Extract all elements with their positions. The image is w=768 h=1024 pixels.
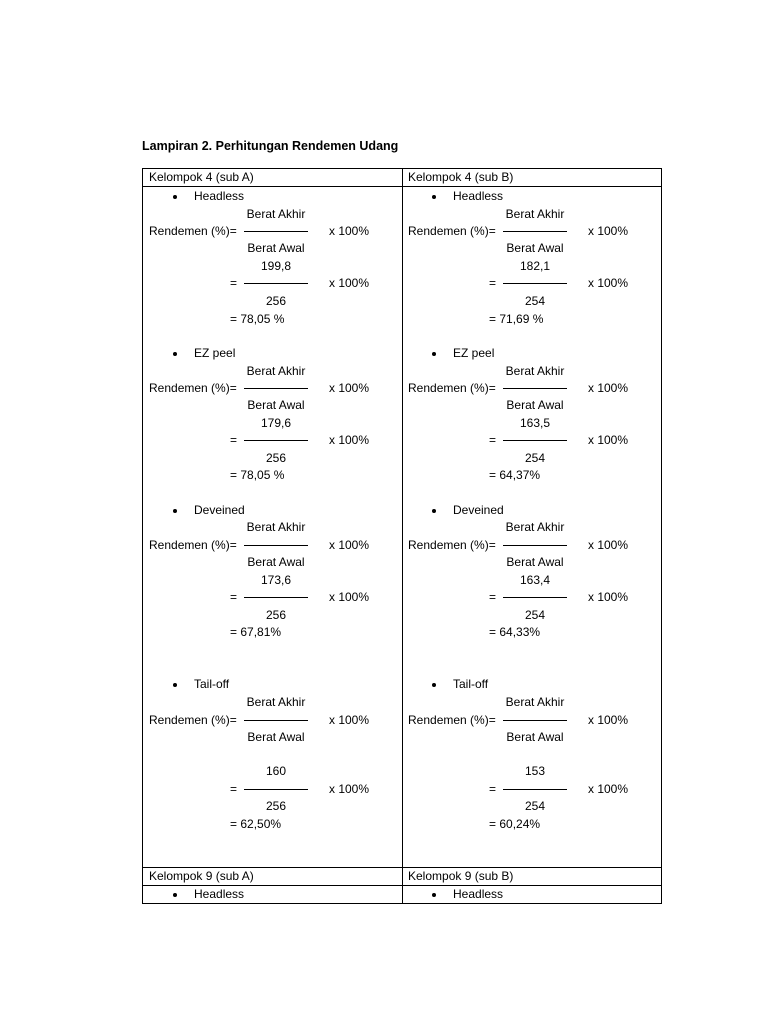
percent-multiplier: x 100% [329,224,370,238]
fraction-line [503,283,567,284]
equals-sign: = [489,590,497,604]
section-header-kelompok4-subB: Kelompok 4 (sub B) [408,170,514,184]
result-value: = 64,33% [489,625,541,639]
rendemen-label: Rendemen (%)= [408,381,496,395]
percent-multiplier: x 100% [329,276,370,290]
document-title: Lampiran 2. Perhitungan Rendemen Udang [142,139,399,153]
fraction-line [503,789,567,790]
rendemen-label: Rendemen (%)= [408,713,496,727]
percent-multiplier: x 100% [329,590,370,604]
bullet-dot [432,893,436,897]
numerator-value: 182,1 [519,259,551,273]
fraction-line [503,545,567,546]
fraction-line [244,283,308,284]
percent-multiplier: x 100% [588,538,629,552]
table-border-v [661,168,662,904]
bullet-dot [173,195,177,199]
result-value: = 64,37% [489,468,541,482]
fraction-line [244,545,308,546]
bullet-label: Headless [453,189,504,203]
bullet-dot [173,683,177,687]
numerator-value: 160 [265,764,287,778]
fraction-line [244,440,308,441]
fraction-line [503,440,567,441]
numerator-value: 163,4 [519,573,551,587]
percent-multiplier: x 100% [588,782,629,796]
numerator-value: 163,5 [519,416,551,430]
percent-multiplier: x 100% [329,433,370,447]
bullet-label: Tail-off [194,677,230,691]
result-value: = 78,05 % [230,468,285,482]
bullet-dot [432,683,436,687]
percent-multiplier: x 100% [588,590,629,604]
numerator-value: 199,8 [260,259,292,273]
numerator-label: Berat Akhir [505,695,565,709]
fraction-line [244,789,308,790]
equals-sign: = [230,590,238,604]
percent-multiplier: x 100% [329,381,370,395]
rendemen-label: Rendemen (%)= [149,224,237,238]
fraction-line [244,597,308,598]
numerator-value: 153 [524,764,546,778]
fraction-line [244,388,308,389]
denominator-value: 254 [524,799,546,813]
result-value: = 60,24% [489,817,541,831]
fraction-line [244,231,308,232]
numerator-label: Berat Akhir [246,207,306,221]
section-header-kelompok9-subB: Kelompok 9 (sub B) [408,869,514,883]
denominator-label: Berat Awal [247,555,305,569]
fraction-line [503,231,567,232]
percent-multiplier: x 100% [329,782,370,796]
numerator-value: 179,6 [260,416,292,430]
percent-multiplier: x 100% [329,538,370,552]
rendemen-label: Rendemen (%)= [149,713,237,727]
section-header-kelompok4-subA: Kelompok 4 (sub A) [149,170,254,184]
table-border-v [402,168,403,904]
rendemen-label: Rendemen (%)= [408,538,496,552]
numerator-label: Berat Akhir [246,364,306,378]
denominator-label: Berat Awal [506,555,564,569]
rendemen-label: Rendemen (%)= [149,538,237,552]
fraction-line [503,597,567,598]
percent-multiplier: x 100% [588,713,629,727]
rendemen-label: Rendemen (%)= [149,381,237,395]
equals-sign: = [230,433,238,447]
equals-sign: = [230,782,238,796]
bullet-dot [173,893,177,897]
bullet-label: Deveined [194,503,245,517]
equals-sign: = [230,276,238,290]
percent-multiplier: x 100% [588,381,629,395]
bullet-dot [432,195,436,199]
denominator-label: Berat Awal [247,398,305,412]
numerator-label: Berat Akhir [505,520,565,534]
denominator-value: 256 [265,294,287,308]
bullet-label: Headless [194,189,245,203]
table-border-v [142,168,143,904]
fraction-line [503,720,567,721]
numerator-label: Berat Akhir [505,207,565,221]
equals-sign: = [489,276,497,290]
denominator-label: Berat Awal [506,398,564,412]
denominator-label: Berat Awal [506,241,564,255]
numerator-label: Berat Akhir [246,695,306,709]
rendemen-label: Rendemen (%)= [408,224,496,238]
equals-sign: = [489,433,497,447]
denominator-label: Berat Awal [247,241,305,255]
percent-multiplier: x 100% [588,224,629,238]
bullet-dot [173,509,177,513]
denominator-value: 256 [265,799,287,813]
bullet-dot [173,352,177,356]
numerator-label: Berat Akhir [505,364,565,378]
bullet-label: Tail-off [453,677,489,691]
equals-sign: = [489,782,497,796]
denominator-value: 254 [524,451,546,465]
denominator-value: 254 [524,608,546,622]
bullet-label: Headless [453,887,504,901]
numerator-value: 173,6 [260,573,292,587]
percent-multiplier: x 100% [588,433,629,447]
percent-multiplier: x 100% [329,713,370,727]
denominator-value: 256 [265,608,287,622]
result-value: = 67,81% [230,625,282,639]
bullet-label: Deveined [453,503,504,517]
bullet-dot [432,352,436,356]
bullet-label: Headless [194,887,245,901]
bullet-label: EZ peel [194,346,236,360]
bullet-dot [432,509,436,513]
result-value: = 71,69 % [489,312,544,326]
denominator-label: Berat Awal [247,730,305,744]
denominator-label: Berat Awal [506,730,564,744]
denominator-value: 254 [524,294,546,308]
fraction-line [244,720,308,721]
numerator-label: Berat Akhir [246,520,306,534]
section-header-kelompok9-subA: Kelompok 9 (sub A) [149,869,254,883]
result-value: = 78,05 % [230,312,285,326]
fraction-line [503,388,567,389]
denominator-value: 256 [265,451,287,465]
bullet-label: EZ peel [453,346,495,360]
percent-multiplier: x 100% [588,276,629,290]
result-value: = 62,50% [230,817,282,831]
